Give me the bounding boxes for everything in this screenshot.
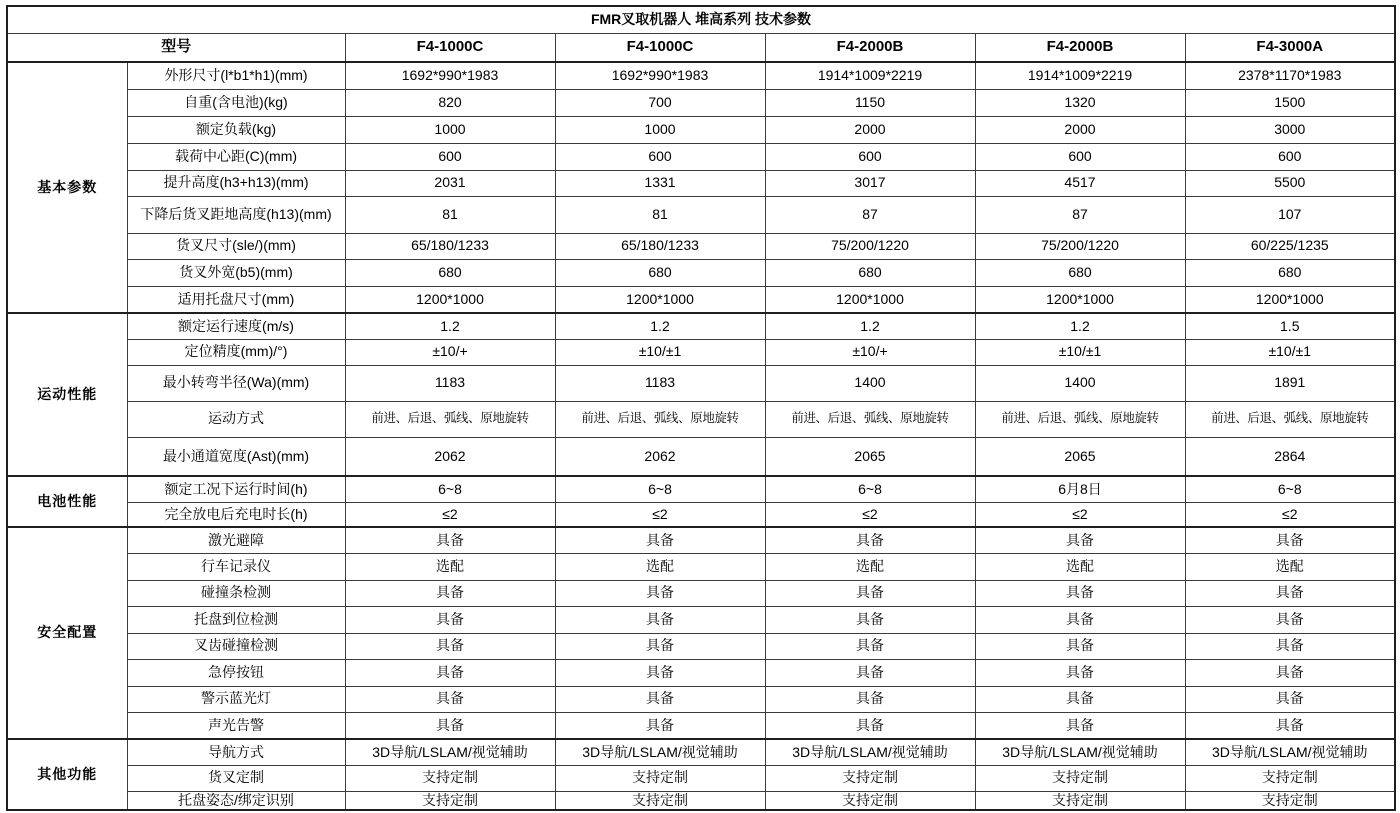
spec-value: 具备 <box>975 580 1185 606</box>
spec-row <box>7 170 1395 196</box>
spec-value: 具备 <box>1185 580 1395 606</box>
spec-row <box>7 259 1395 286</box>
spec-value: 具备 <box>1185 659 1395 686</box>
spec-value: 6~8 <box>765 476 975 502</box>
spec-value: 87 <box>975 196 1185 233</box>
spec-value: 1200*1000 <box>975 286 1185 313</box>
spec-value: ±10/±1 <box>1185 339 1395 365</box>
spec-row <box>7 476 1395 502</box>
spec-value: 1200*1000 <box>345 286 555 313</box>
spec-row <box>7 365 1395 401</box>
spec-value: 2031 <box>345 170 555 196</box>
row-label: 下降后货叉距地高度(h13)(mm) <box>127 196 345 233</box>
spec-value: 具备 <box>975 633 1185 659</box>
spec-row <box>7 502 1395 527</box>
spec-value: 具备 <box>975 659 1185 686</box>
spec-row <box>7 659 1395 686</box>
row-label: 货叉外宽(b5)(mm) <box>127 259 345 286</box>
row-label: 额定负载(kg) <box>127 116 345 143</box>
spec-row <box>7 527 1395 553</box>
spec-value: 具备 <box>345 686 555 712</box>
spec-value: 前进、后退、弧线、原地旋转 <box>765 401 975 437</box>
spec-value: 6~8 <box>345 476 555 502</box>
spec-row <box>7 606 1395 633</box>
spec-table-body <box>7 6 1395 810</box>
spec-value: 3D导航/LSLAM/视觉辅助 <box>765 739 975 765</box>
spec-value: 支持定制 <box>345 765 555 791</box>
spec-value: 1.5 <box>1185 313 1395 339</box>
spec-value: 具备 <box>345 659 555 686</box>
header-row <box>7 34 1395 63</box>
spec-value: 2864 <box>1185 437 1395 476</box>
spec-value: 1.2 <box>345 313 555 339</box>
spec-value: 600 <box>765 143 975 170</box>
spec-value: ≤2 <box>555 502 765 527</box>
spec-value: 1000 <box>345 116 555 143</box>
spec-value: 具备 <box>555 633 765 659</box>
spec-value: 具备 <box>975 686 1185 712</box>
spec-value: 具备 <box>345 633 555 659</box>
spec-value: 具备 <box>765 580 975 606</box>
spec-value: 选配 <box>975 553 1185 580</box>
spec-value: 1000 <box>555 116 765 143</box>
spec-value: 具备 <box>1185 712 1395 739</box>
spec-value: 具备 <box>345 580 555 606</box>
title-row <box>7 6 1395 34</box>
spec-value: 具备 <box>1185 606 1395 633</box>
spec-value: 2065 <box>975 437 1185 476</box>
spec-value: 选配 <box>1185 553 1395 580</box>
spec-row <box>7 633 1395 659</box>
spec-value: 81 <box>555 196 765 233</box>
spec-value: 65/180/1233 <box>555 233 765 259</box>
spec-value: 具备 <box>765 527 975 553</box>
spec-row <box>7 62 1395 89</box>
row-label: 最小通道宽度(Ast)(mm) <box>127 437 345 476</box>
spec-value: 3D导航/LSLAM/视觉辅助 <box>555 739 765 765</box>
row-label: 载荷中心距(C)(mm) <box>127 143 345 170</box>
spec-value: ≤2 <box>765 502 975 527</box>
spec-value: ≤2 <box>345 502 555 527</box>
spec-value: ±10/+ <box>765 339 975 365</box>
row-label: 托盘姿态/绑定识别 <box>127 791 345 810</box>
spec-value: 具备 <box>345 712 555 739</box>
spec-row <box>7 686 1395 712</box>
spec-value: 1914*1009*2219 <box>975 62 1185 89</box>
spec-value: 107 <box>1185 196 1395 233</box>
spec-value: 支持定制 <box>1185 791 1395 810</box>
row-label: 货叉定制 <box>127 765 345 791</box>
spec-value: 支持定制 <box>1185 765 1395 791</box>
row-label: 适用托盘尺寸(mm) <box>127 286 345 313</box>
spec-value: 具备 <box>555 686 765 712</box>
row-label: 完全放电后充电时长(h) <box>127 502 345 527</box>
spec-value: 1183 <box>555 365 765 401</box>
spec-value: 支持定制 <box>345 791 555 810</box>
spec-value: 具备 <box>765 686 975 712</box>
row-label: 额定工况下运行时间(h) <box>127 476 345 502</box>
spec-value: ±10/±1 <box>555 339 765 365</box>
section-name: 运动性能 <box>7 313 127 476</box>
row-label: 自重(含电池)(kg) <box>127 89 345 116</box>
row-label: 导航方式 <box>127 739 345 765</box>
row-label: 最小转弯半径(Wa)(mm) <box>127 365 345 401</box>
model-name: F4-2000B <box>975 34 1185 63</box>
spec-value: 680 <box>765 259 975 286</box>
spec-value: 1200*1000 <box>1185 286 1395 313</box>
spec-value: 600 <box>555 143 765 170</box>
spec-value: 选配 <box>765 553 975 580</box>
spec-value: 具备 <box>975 527 1185 553</box>
spec-value: 4517 <box>975 170 1185 196</box>
spec-value: 1692*990*1983 <box>555 62 765 89</box>
row-label: 警示蓝光灯 <box>127 686 345 712</box>
spec-value: 1200*1000 <box>765 286 975 313</box>
model-name: F4-1000C <box>345 34 555 63</box>
spec-value: 具备 <box>1185 686 1395 712</box>
spec-value: 600 <box>975 143 1185 170</box>
spec-value: 1331 <box>555 170 765 196</box>
spec-table <box>6 5 1396 811</box>
spec-value: 6月8日 <box>975 476 1185 502</box>
spec-value: 820 <box>345 89 555 116</box>
spec-value: 680 <box>345 259 555 286</box>
row-label: 叉齿碰撞检测 <box>127 633 345 659</box>
spec-value: 2000 <box>765 116 975 143</box>
spec-value: 680 <box>555 259 765 286</box>
row-label: 定位精度(mm)/°) <box>127 339 345 365</box>
row-label: 运动方式 <box>127 401 345 437</box>
spec-row <box>7 765 1395 791</box>
section-name: 基本参数 <box>7 62 127 313</box>
spec-value: 1400 <box>975 365 1185 401</box>
spec-row <box>7 580 1395 606</box>
spec-value: 600 <box>1185 143 1395 170</box>
row-label: 碰撞条检测 <box>127 580 345 606</box>
spec-row <box>7 89 1395 116</box>
spec-value: 3D导航/LSLAM/视觉辅助 <box>975 739 1185 765</box>
spec-value: 具备 <box>345 527 555 553</box>
spec-row <box>7 143 1395 170</box>
spec-value: 前进、后退、弧线、原地旋转 <box>975 401 1185 437</box>
row-label: 外形尺寸(l*b1*h1)(mm) <box>127 62 345 89</box>
spec-value: 600 <box>345 143 555 170</box>
spec-row <box>7 739 1395 765</box>
section-name: 安全配置 <box>7 527 127 739</box>
spec-value: 选配 <box>555 553 765 580</box>
spec-value: 支持定制 <box>765 765 975 791</box>
spec-value: 1400 <box>765 365 975 401</box>
spec-value: 1692*990*1983 <box>345 62 555 89</box>
section-name: 其他功能 <box>7 739 127 810</box>
spec-row <box>7 401 1395 437</box>
spec-value: 1.2 <box>555 313 765 339</box>
section-name: 电池性能 <box>7 476 127 527</box>
spec-value: 1.2 <box>765 313 975 339</box>
spec-value: 前进、后退、弧线、原地旋转 <box>345 401 555 437</box>
row-label: 货叉尺寸(sle/)(mm) <box>127 233 345 259</box>
model-name: F4-1000C <box>555 34 765 63</box>
row-label: 激光避障 <box>127 527 345 553</box>
spec-row <box>7 339 1395 365</box>
spec-value: 5500 <box>1185 170 1395 196</box>
spec-value: 具备 <box>345 606 555 633</box>
model-header-label: 型号 <box>7 34 345 63</box>
spec-value: 1.2 <box>975 313 1185 339</box>
row-label: 声光告警 <box>127 712 345 739</box>
spec-value: 具备 <box>765 659 975 686</box>
model-name: F4-3000A <box>1185 34 1395 63</box>
spec-value: 680 <box>975 259 1185 286</box>
spec-value: 2000 <box>975 116 1185 143</box>
spec-value: 1500 <box>1185 89 1395 116</box>
spec-value: 支持定制 <box>975 765 1185 791</box>
row-label: 提升高度(h3+h13)(mm) <box>127 170 345 196</box>
spec-value: 1183 <box>345 365 555 401</box>
table-title: FMR叉取机器人 堆高系列 技术参数 <box>7 6 1395 34</box>
spec-value: 2062 <box>345 437 555 476</box>
spec-value: 支持定制 <box>555 791 765 810</box>
spec-value: 1891 <box>1185 365 1395 401</box>
spec-value: 支持定制 <box>975 791 1185 810</box>
spec-value: 60/225/1235 <box>1185 233 1395 259</box>
spec-value: ±10/±1 <box>975 339 1185 365</box>
model-name: F4-2000B <box>765 34 975 63</box>
spec-row <box>7 553 1395 580</box>
spec-value: 具备 <box>1185 527 1395 553</box>
spec-value: 2062 <box>555 437 765 476</box>
spec-value: 3000 <box>1185 116 1395 143</box>
spec-value: 3017 <box>765 170 975 196</box>
spec-value: 1150 <box>765 89 975 116</box>
spec-value: 1320 <box>975 89 1185 116</box>
spec-value: 2065 <box>765 437 975 476</box>
spec-value: 具备 <box>765 633 975 659</box>
spec-value: 具备 <box>1185 633 1395 659</box>
spec-value: 支持定制 <box>555 765 765 791</box>
spec-row <box>7 313 1395 339</box>
spec-value: 具备 <box>555 606 765 633</box>
spec-value: 1914*1009*2219 <box>765 62 975 89</box>
spec-row <box>7 196 1395 233</box>
spec-row <box>7 791 1395 810</box>
spec-value: 具备 <box>555 659 765 686</box>
spec-value: 3D导航/LSLAM/视觉辅助 <box>345 739 555 765</box>
row-label: 急停按钮 <box>127 659 345 686</box>
spec-value: 具备 <box>555 527 765 553</box>
spec-value: 75/200/1220 <box>765 233 975 259</box>
spec-value: 选配 <box>345 553 555 580</box>
spec-value: 87 <box>765 196 975 233</box>
spec-value: 具备 <box>765 712 975 739</box>
spec-value: 680 <box>1185 259 1395 286</box>
spec-row <box>7 286 1395 313</box>
spec-value: 6~8 <box>1185 476 1395 502</box>
spec-value: 具备 <box>555 712 765 739</box>
spec-value: 具备 <box>555 580 765 606</box>
row-label: 额定运行速度(m/s) <box>127 313 345 339</box>
spec-value: 支持定制 <box>765 791 975 810</box>
spec-value: 具备 <box>975 712 1185 739</box>
spec-value: ≤2 <box>975 502 1185 527</box>
spec-value: 具备 <box>975 606 1185 633</box>
spec-value: 700 <box>555 89 765 116</box>
spec-value: 3D导航/LSLAM/视觉辅助 <box>1185 739 1395 765</box>
spec-value: 75/200/1220 <box>975 233 1185 259</box>
spec-value: 前进、后退、弧线、原地旋转 <box>1185 401 1395 437</box>
row-label: 行车记录仪 <box>127 553 345 580</box>
spec-value: 81 <box>345 196 555 233</box>
spec-row <box>7 116 1395 143</box>
spec-value: 具备 <box>765 606 975 633</box>
spec-value: 2378*1170*1983 <box>1185 62 1395 89</box>
spec-value: ≤2 <box>1185 502 1395 527</box>
spec-row <box>7 233 1395 259</box>
spec-value: 前进、后退、弧线、原地旋转 <box>555 401 765 437</box>
spec-value: 65/180/1233 <box>345 233 555 259</box>
spec-value: 1200*1000 <box>555 286 765 313</box>
spec-value: 6~8 <box>555 476 765 502</box>
spec-row <box>7 712 1395 739</box>
row-label: 托盘到位检测 <box>127 606 345 633</box>
spec-row <box>7 437 1395 476</box>
spec-value: ±10/+ <box>345 339 555 365</box>
